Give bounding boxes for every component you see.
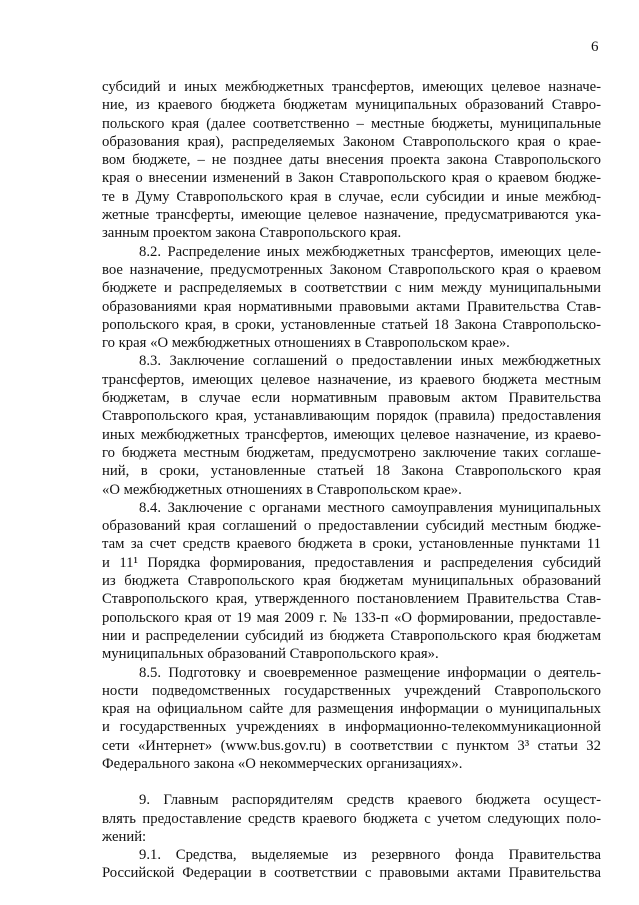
text-line: ропольского края от 19 мая 2009 г. № 133-п «О формировании, предоставле-	[102, 609, 601, 626]
text-line: жетные трансферты, имеющие целевое назначение, предусматриваются ука-	[102, 207, 601, 224]
text-line: влять предоставление средств краевого бюджета с учетом следующих поло-	[102, 810, 601, 827]
text-line: бюджетам, в случае если нормативным правовым актом Правительства	[102, 390, 601, 407]
text-line: там за счет средств краевого бюджета в сроки, установленные пунктами 11	[102, 536, 601, 553]
text-line: из бюджета Ставропольского края бюджетам муниципальных образований	[102, 573, 601, 590]
text-line: и 11¹ Порядка формирования, предоставления и распределения субсидий	[102, 554, 601, 571]
paragraph-8-5	[102, 664, 601, 774]
text-line: ние, из краевого бюджета бюджетам муниципальных образований Ставро-	[102, 97, 601, 114]
text-line: Российской Федерации в соответствии с правовыми актами Правительства	[102, 865, 601, 882]
page-number: 6	[591, 39, 599, 55]
text-line: иных межбюджетных трансфертов, имеющих целевое назначение, из краево-	[102, 426, 601, 443]
text-line: польского края (далее соответственно – местные бюджеты, муниципальные	[102, 115, 601, 132]
text-line: вом бюджете, – не позднее даты внесения проекта закона Ставропольского	[102, 152, 601, 169]
text-line: ний, в сроки, установленные статьей 18 Закона Ставропольского края	[102, 463, 601, 480]
text-line: те в Думу Ставропольского края в случае, если субсидии и иные межбюд-	[102, 188, 601, 205]
text-line: 8.4. Заключение с органами местного самоуправления муниципальных	[139, 499, 601, 516]
paragraph-8-4	[102, 499, 601, 664]
text-line: жений:	[102, 828, 147, 845]
text-line: 9.1. Средства, выделяемые из резервного фонда Правительства	[139, 847, 601, 864]
text-line: 8.5. Подготовку и своевременное размещение информации о деятель-	[139, 664, 601, 681]
text-line: трансфертов, имеющих целевое назначение, из краевого бюджета местным	[102, 371, 601, 388]
text-line: «О межбюджетных отношениях в Ставропольском крае».	[102, 481, 462, 498]
text-line: Ставропольского края, утвержденного постановлением Правительства Став-	[102, 591, 601, 608]
text-line: го края «О межбюджетных отношениях в Ставропольском крае».	[102, 335, 510, 352]
text-line: и государственных учреждениях в информационно-телекоммуникационной	[102, 719, 601, 736]
text-line: занным проектом закона Ставропольского края.	[102, 225, 402, 242]
text-line: края о внесении изменений в Закон Ставропольского края о краевом бюдже-	[102, 170, 601, 187]
body-text	[102, 78, 601, 883]
text-line: 8.2. Распределение иных межбюджетных трансфертов, имеющих целе-	[139, 243, 601, 260]
text-line: муниципальных образований Ставропольского края».	[102, 646, 439, 663]
text-line: нии и распределении субсидий из бюджета Ставропольского края бюджетам	[102, 627, 601, 644]
text-line: го бюджета местным бюджетам, предусмотрено заключение таких соглаше-	[102, 444, 601, 461]
paragraph-8-2	[102, 243, 601, 353]
text-line: субсидий и иных межбюджетных трансфертов, имеющих целевое назначе-	[102, 79, 601, 95]
paragraph-9-1	[102, 846, 601, 883]
text-line: Ставропольского края, устанавливающим порядок (правила) предоставления	[102, 408, 601, 425]
paragraph-gap	[102, 773, 601, 791]
text-line: ности подведомственных государственных учреждений Ставропольского	[102, 682, 601, 699]
text-line: 8.3. Заключение соглашений о предоставлении иных межбюджетных	[139, 353, 601, 370]
text-line: сети «Интернет» (www.bus.gov.ru) в соответствии с пунктом 3³ статьи 32	[102, 737, 601, 754]
text-line: 9. Главным распорядителям средств краевого бюджета осущест-	[139, 792, 601, 809]
paragraph-8-3	[102, 352, 601, 498]
text-line: вое назначение, предусмотренных Законом Ставропольского края о краевом	[102, 261, 601, 278]
text-line: образованиями края нормативными правовыми актами Правительства Став-	[102, 298, 601, 315]
paragraph-9	[102, 791, 601, 846]
text-line: образований края соглашений о предоставлении субсидий местным бюдже-	[102, 518, 601, 535]
text-line: Федерального закона «О некоммерческих организациях».	[102, 755, 463, 772]
text-line: ропольского края, в сроки, установленные статьей 18 Закона Ставропольско-	[102, 316, 601, 333]
text-line: края на официальном сайте для размещения информации о муниципальных	[102, 701, 601, 718]
paragraph-8-1-continued	[102, 78, 601, 243]
text-line: образования края), распределяемых Законом Ставропольского края о крае-	[102, 133, 601, 150]
text-line: бюджете и распределяемых в соответствии с ним между муниципальными	[102, 280, 601, 297]
